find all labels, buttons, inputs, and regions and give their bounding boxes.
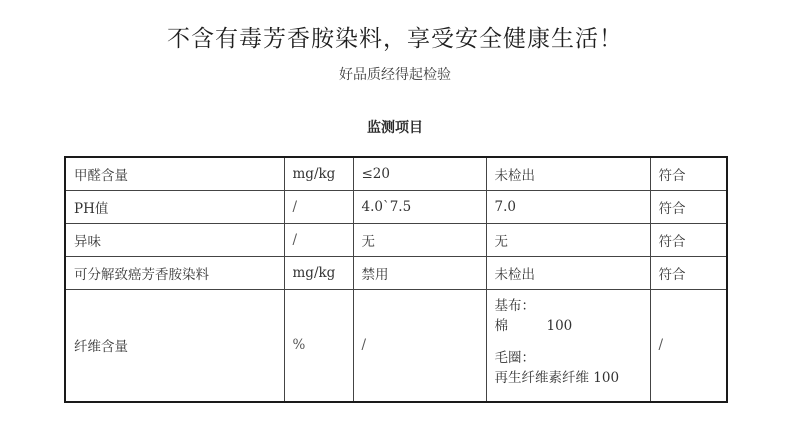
item-cell: 甲醛含量 — [65, 157, 284, 190]
item-cell: PH值 — [65, 190, 284, 223]
pile-label: 毛圈： — [494, 349, 535, 366]
verdict-cell: 符合 — [650, 157, 727, 190]
table-row — [65, 289, 727, 402]
item-cell: 异味 — [65, 223, 284, 256]
unit-cell: / — [284, 190, 353, 223]
table-row — [65, 157, 727, 190]
unit-cell: mg/kg — [284, 157, 353, 190]
standard-cell: ≤20 — [353, 157, 486, 190]
unit-cell: / — [284, 223, 353, 256]
result-cell: 无 — [486, 223, 650, 256]
result-cell: 7.0 — [486, 190, 650, 223]
standard-cell: / — [353, 289, 486, 402]
standard-cell: 无 — [353, 223, 486, 256]
standard-cell: 4.0`7.5 — [353, 190, 486, 223]
verdict-cell: / — [650, 289, 727, 402]
page-subline: 好品质经得起检验 — [339, 67, 451, 83]
item-cell: 可分解致癌芳香胺染料 — [65, 256, 284, 289]
result-cell: 未检出 — [486, 256, 650, 289]
inspection-table — [64, 156, 728, 403]
fiber-content — [495, 296, 642, 388]
table-row — [65, 190, 727, 223]
result-cell — [486, 289, 650, 402]
base-composition — [495, 316, 642, 336]
base-label: 基布： — [494, 297, 535, 314]
verdict-cell: 符合 — [650, 190, 727, 223]
base-value: 100 — [546, 317, 573, 334]
unit-cell: % — [284, 289, 353, 402]
result-cell: 未检出 — [486, 157, 650, 190]
verdict-cell: 符合 — [650, 223, 727, 256]
spacer — [495, 336, 642, 348]
section-title: 监测项目 — [367, 120, 423, 136]
unit-cell: mg/kg — [284, 256, 353, 289]
page-headline: 不含有毒芳香胺染料，享受安全健康生活！ — [167, 26, 623, 52]
standard-cell: 禁用 — [353, 256, 486, 289]
verdict-cell: 符合 — [650, 256, 727, 289]
table-row — [65, 223, 727, 256]
base-material: 棉 — [494, 317, 508, 334]
item-cell: 纤维含量 — [65, 289, 284, 402]
table-row — [65, 256, 727, 289]
pile-content: 再生纤维素纤维 100 — [494, 369, 620, 386]
